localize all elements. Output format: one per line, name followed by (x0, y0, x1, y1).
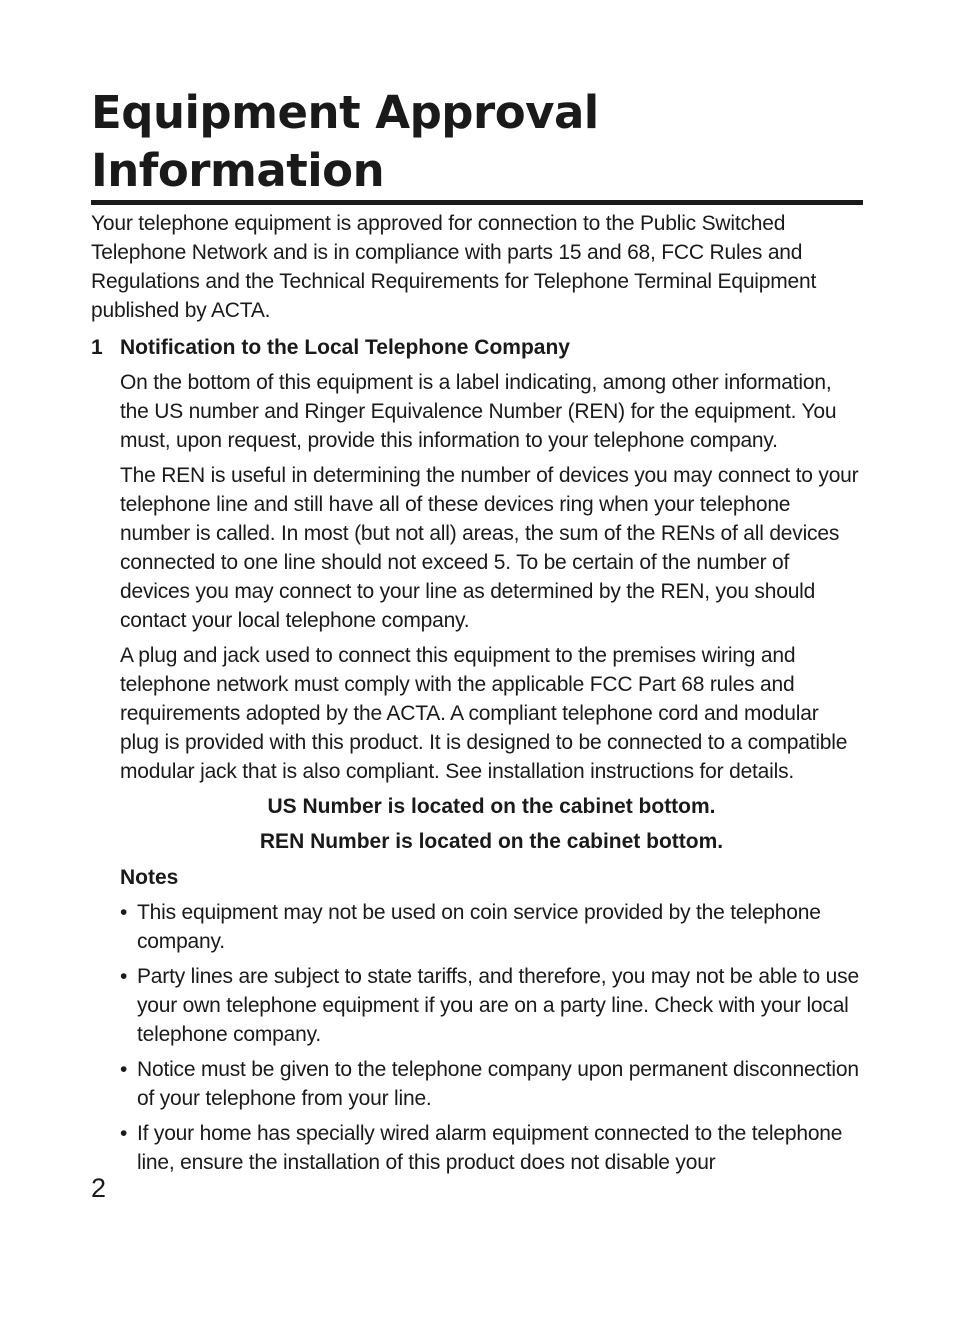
page-number: 2 (91, 1173, 107, 1203)
paragraph-ren-info: The REN is useful in determining the number of devices you may connect to your telephone line and still have all of these devices ring when your telephone number is called. In most (but not all) areas, the sum of the RENs of all devices connected to one line should not exceed 5. To be certain of the number of devices you may connect to your line as determined by the REN, you should contact your local telephone company. (120, 464, 859, 632)
list-item: • If your home has specially wired alarm equipment connected to the telephone line, ensure the installation of this product does not disable your (120, 1119, 863, 1177)
notes-list (120, 898, 863, 1177)
notes-section (120, 863, 863, 1177)
list-item: • Party lines are subject to state tariffs, and therefore, you may not be able to use your own telephone equipment if you are on a party line. Check with your local telephone company. (120, 962, 863, 1049)
notes-heading: Notes (120, 866, 179, 889)
us-number-note: US Number is located on the cabinet bottom. (267, 795, 716, 818)
paragraph-plug-jack: A plug and jack used to connect this equipment to the premises wiring and telephone network must comply with the applicable FCC Part 68 rules and requirements adopted by the ACTA. A compliant telephone cord and modular plug is provided with this product. It is designed to be connected to a compatible modular jack that is also compliant. See installation instructions for details. (120, 644, 848, 783)
page-title: Equipment Approval Information (91, 84, 863, 205)
ren-number-note: REN Number is located on the cabinet bottom. (259, 830, 724, 853)
paragraph-label-info: On the bottom of this equipment is a label indicating, among other information, the US number and Ringer Equivalence Number (REN) for the equipment. You must, upon request, provide this information to your telephone company. (120, 371, 837, 452)
document-page (91, 84, 863, 1183)
list-item: • This equipment may not be used on coin service provided by the telephone company. (120, 898, 863, 956)
section-title: Notification to the Local Telephone Company (120, 336, 570, 359)
list-item: • Notice must be given to the telephone company upon permanent disconnection of your telephone from your line. (120, 1055, 863, 1113)
section-number: 1 (91, 336, 103, 359)
section-heading (91, 333, 863, 362)
intro-paragraph: Your telephone equipment is approved for connection to the Public Switched Telephone Network and is in compliance with parts 15 and 68, FCC Rules and Regulations and the Technical Requirements for Telephone Terminal Equipment published by ACTA. (91, 212, 817, 322)
section-body (120, 368, 863, 786)
